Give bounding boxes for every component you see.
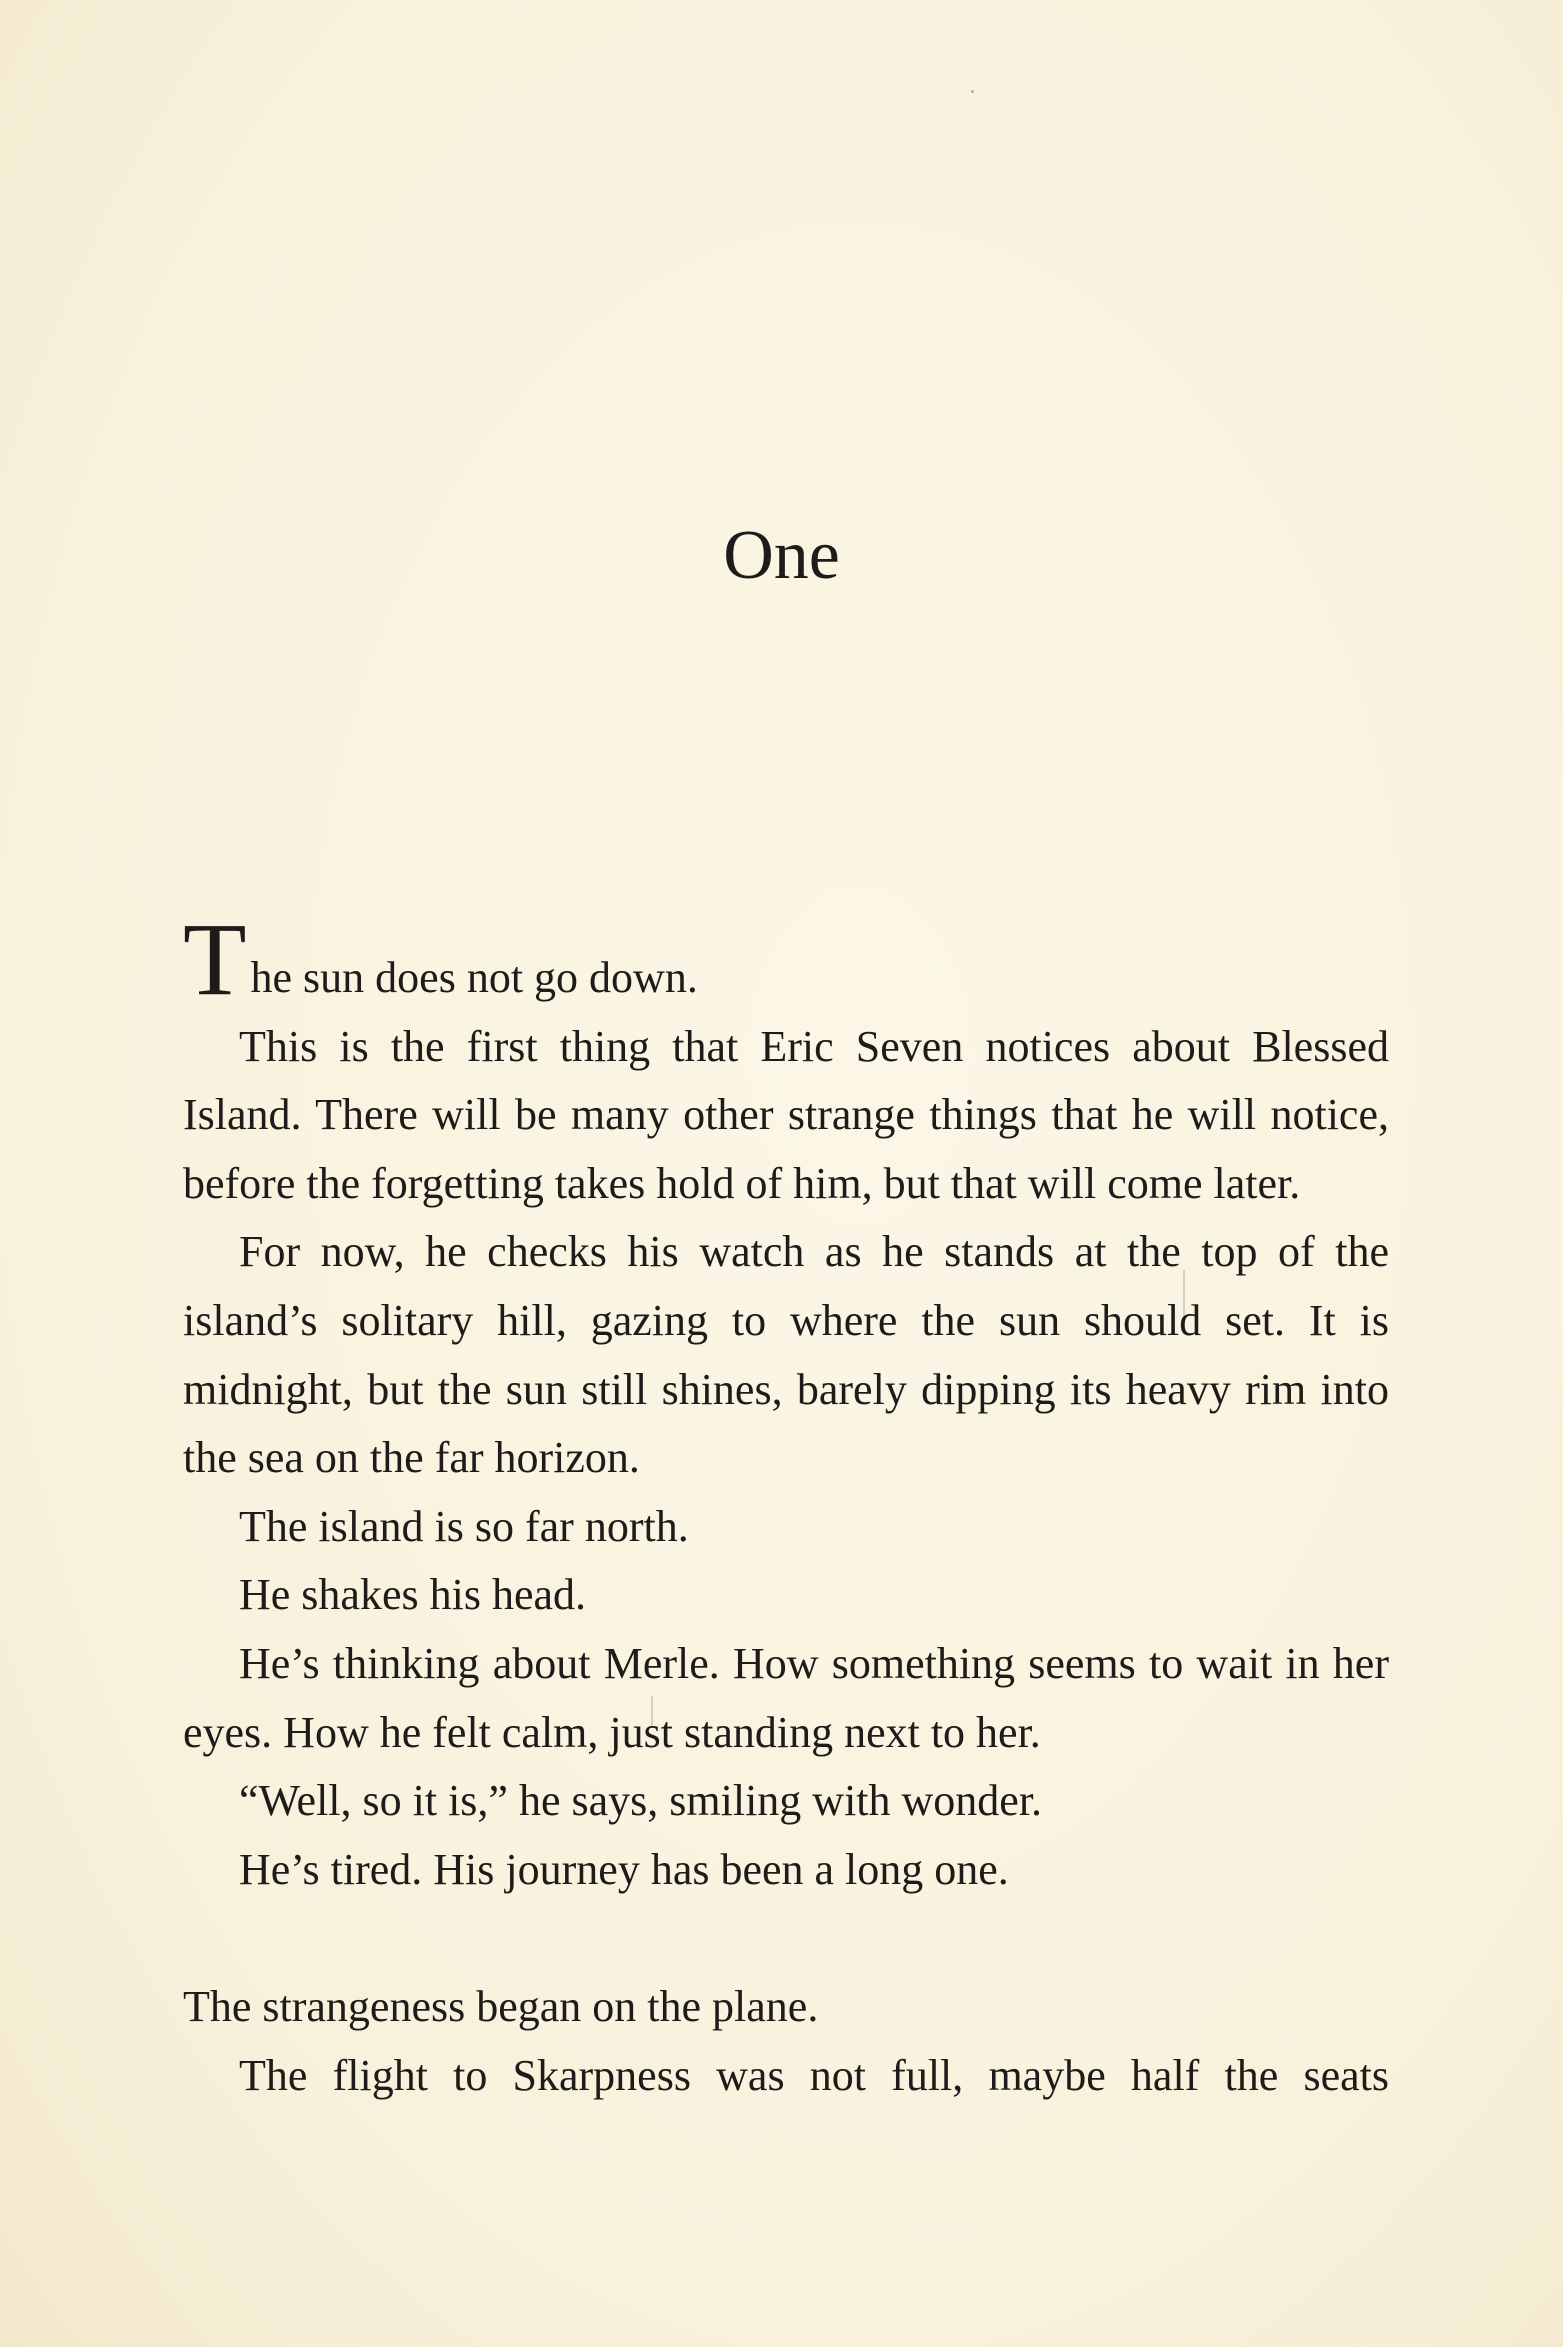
drop-cap: T (183, 902, 247, 1017)
paragraph: The flight to Skarpness was not full, maybe half the seats (239, 2050, 1389, 2100)
paragraph: For now, he checks his watch as he stands at the top of the island’s solitary hill, gazing to where the sun should set. It is midnight, but the sun still shines, barely dipping its heavy rim into the sea on the far horizon. (183, 1227, 1389, 1483)
paragraph: He’s thinking about Merle. How something seems to wait in her eyes. How he felt calm, just standing next to her. (183, 1638, 1389, 1757)
paragraph: He’s tired. His journey has been a long one. (239, 1844, 1009, 1894)
chapter-title: One (723, 517, 840, 594)
paragraph-text: he sun does not go down. (250, 953, 698, 1002)
paragraph: “Well, so it is,” he says, smiling with wonder. (239, 1776, 1043, 1826)
section-break (183, 1904, 1389, 1973)
opening-paragraph (183, 902, 1389, 1017)
paragraph: This is the first thing that Eric Seven notices about Blessed Island. There will be many other strange things that he will notice, before the forgetting takes hold of him, but that will come later. (183, 1021, 1389, 1208)
paragraph: The island is so far north. (239, 1501, 689, 1551)
paper-speck (971, 90, 974, 93)
chapter-body (183, 902, 1389, 2110)
paragraph: He shakes his head. (239, 1570, 587, 1620)
section-opening-paragraph: The strangeness began on the plane. (183, 1981, 819, 2031)
